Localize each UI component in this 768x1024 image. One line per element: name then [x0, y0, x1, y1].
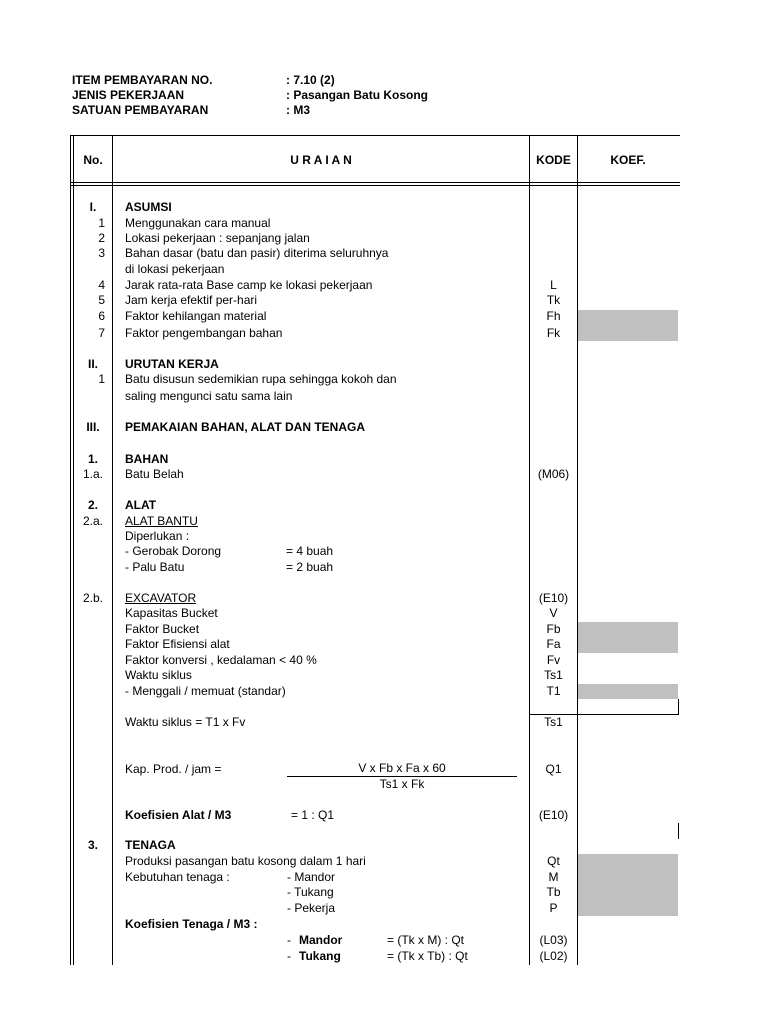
- row-text: Faktor Efisiensi alat: [125, 637, 230, 651]
- row-kode: T1: [546, 684, 561, 698]
- row-text: Batu disusun sedemikian rupa sehingga kokoh dan: [125, 372, 397, 386]
- row-text: - Menggali / memuat (standar): [125, 684, 286, 698]
- row-text: Faktor konversi , kedalaman < 40 %: [125, 653, 317, 667]
- koef-cell-shaded: [578, 622, 678, 653]
- row-text: Kebutuhan tenaga :: [125, 870, 230, 884]
- row-text: - Tukang: [287, 885, 334, 899]
- table-top-border: [70, 135, 680, 136]
- col-header-uraian: U R A I A N: [290, 153, 352, 167]
- row-text: Jarak rata-rata Base camp ke lokasi pekerjaan: [125, 278, 373, 292]
- section-number: III.: [86, 420, 100, 434]
- section-title: ASUMSI: [125, 200, 172, 214]
- row-text: Kap. Prod. / jam =: [125, 762, 222, 776]
- row-number: 6: [98, 309, 105, 323]
- row-text: EXCAVATOR: [125, 591, 197, 605]
- row-number: 2.b.: [82, 591, 103, 605]
- row-text: Koefisien Tenaga / M3 :: [125, 917, 258, 931]
- row-kode: V: [549, 606, 558, 620]
- item-pembayaran-label: ITEM PEMBAYARAN NO.: [72, 73, 213, 87]
- row-number: 1.a.: [82, 467, 103, 481]
- row-text: Produksi pasangan batu kosong dalam 1 hari: [125, 854, 366, 868]
- row-kode: Fb: [546, 622, 561, 636]
- row-text: Waktu siklus: [125, 668, 192, 682]
- row-number: 3: [98, 246, 105, 260]
- row-kode: L: [550, 278, 557, 292]
- row-kode: M: [548, 870, 559, 884]
- row-text: Tukang: [299, 949, 341, 963]
- satuan-pembayaran-value: : M3: [286, 103, 310, 117]
- section-number: II.: [87, 357, 98, 371]
- row-text: Faktor Bucket: [125, 622, 200, 636]
- row-number: 2: [98, 231, 105, 245]
- header-bottom-border-1: [70, 182, 680, 183]
- row-kode: Fh: [546, 309, 561, 323]
- col-divider-no: [112, 135, 113, 965]
- row-kode: (L03): [539, 933, 568, 947]
- row-kode: Q1: [545, 762, 562, 776]
- row-number: 4: [98, 278, 105, 292]
- koef-cell-shaded: [578, 684, 678, 699]
- row-text: Mandor: [299, 933, 343, 947]
- row-text: ALAT BANTU: [125, 514, 198, 528]
- col-divider-kode: [577, 135, 578, 965]
- row-text: Lokasi pekerjaan : sepanjang jalan: [125, 231, 310, 245]
- row-text: Jam kerja efektif per-hari: [125, 293, 258, 307]
- table-left-border-outer: [70, 135, 71, 965]
- row-kode: Fv: [546, 653, 561, 667]
- row-value: = (Tk x M) : Qt: [387, 933, 464, 947]
- row-text: - Palu Batu: [125, 560, 185, 574]
- row-kode: Fk: [546, 326, 561, 340]
- col-divider-uraian: [529, 135, 530, 965]
- jenis-pekerjaan-label: JENIS PEKERJAAN: [72, 88, 185, 102]
- row-number: 7: [98, 326, 105, 340]
- row-kode: (L02): [539, 949, 568, 963]
- row-kode: P: [549, 901, 558, 915]
- koef-cell-shaded: [578, 310, 678, 341]
- row-text: Diperlukan :: [125, 529, 190, 543]
- col-header-kode: KODE: [536, 153, 571, 167]
- row-kode: Tb: [546, 885, 561, 899]
- cell-border: [678, 699, 679, 715]
- row-text: - Mandor: [287, 870, 336, 884]
- subsection-number: 2.: [87, 498, 98, 512]
- satuan-pembayaran-label: SATUAN PEMBAYARAN: [72, 103, 209, 117]
- section-number: I.: [89, 200, 97, 214]
- cell-border: [678, 823, 679, 839]
- row-number: 1: [98, 216, 105, 230]
- row-number: 5: [98, 293, 105, 307]
- row-value: = 4 buah: [286, 544, 334, 558]
- row-text: Bahan dasar (batu dan pasir) diterima seluruhnya: [125, 246, 389, 260]
- koef-cell-shaded: [578, 854, 678, 916]
- subsection-title: TENAGA: [125, 838, 176, 852]
- row-kode: Tk: [546, 293, 561, 307]
- section-title: PEMAKAIAN BAHAN, ALAT DAN TENAGA: [125, 420, 365, 434]
- row-text: Kapasitas Bucket: [125, 606, 218, 620]
- header-bottom-border-2: [70, 185, 680, 186]
- row-kode: Ts1: [544, 715, 563, 729]
- subsection-number: 1.: [87, 452, 98, 466]
- row-kode: (M06): [537, 467, 570, 481]
- subsection-title: BAHAN: [125, 452, 169, 466]
- row-text: Faktor kehilangan material: [125, 309, 267, 323]
- row-text: Faktor pengembangan bahan: [125, 326, 283, 340]
- subsection-title: ALAT: [125, 498, 157, 512]
- row-text: Batu Belah: [125, 467, 184, 481]
- row-text: di lokasi pekerjaan: [125, 262, 225, 276]
- row-kode: Fa: [546, 637, 561, 651]
- row-kode: Ts1: [544, 668, 563, 682]
- row-value: = 2 buah: [286, 560, 334, 574]
- row-value: = (Tk x Tb) : Qt: [387, 949, 468, 963]
- item-pembayaran-value: : 7.10 (2): [286, 73, 335, 87]
- row-text: - Gerobak Dorong: [125, 544, 222, 558]
- row-value: = 1 : Q1: [291, 808, 335, 822]
- bullet-dash: -: [287, 949, 291, 963]
- row-kode: Qt: [547, 854, 560, 868]
- row-text: Waktu siklus = T1 x Fv: [125, 715, 246, 729]
- section-title: URUTAN KERJA: [125, 357, 219, 371]
- bullet-dash: -: [287, 933, 291, 947]
- jenis-pekerjaan-value: : Pasangan Batu Kosong: [286, 88, 429, 102]
- row-number: 2.a.: [82, 514, 103, 528]
- row-text: saling mengunci satu sama lain: [125, 389, 293, 403]
- row-kode: (E10): [538, 591, 569, 605]
- row-kode: (E10): [538, 808, 569, 822]
- formula-numerator: V x Fb x Fa x 60: [358, 761, 446, 775]
- subsection-number: 3.: [87, 838, 98, 852]
- formula-denominator: Ts1 x Fk: [379, 777, 425, 791]
- col-header-koef: KOEF.: [610, 153, 646, 167]
- row-text: - Pekerja: [287, 901, 336, 915]
- row-number: 1: [98, 372, 105, 386]
- row-text: Menggunakan cara manual: [125, 216, 271, 230]
- row-text: Koefisien Alat / M3: [125, 808, 232, 822]
- col-header-no: No.: [83, 153, 103, 167]
